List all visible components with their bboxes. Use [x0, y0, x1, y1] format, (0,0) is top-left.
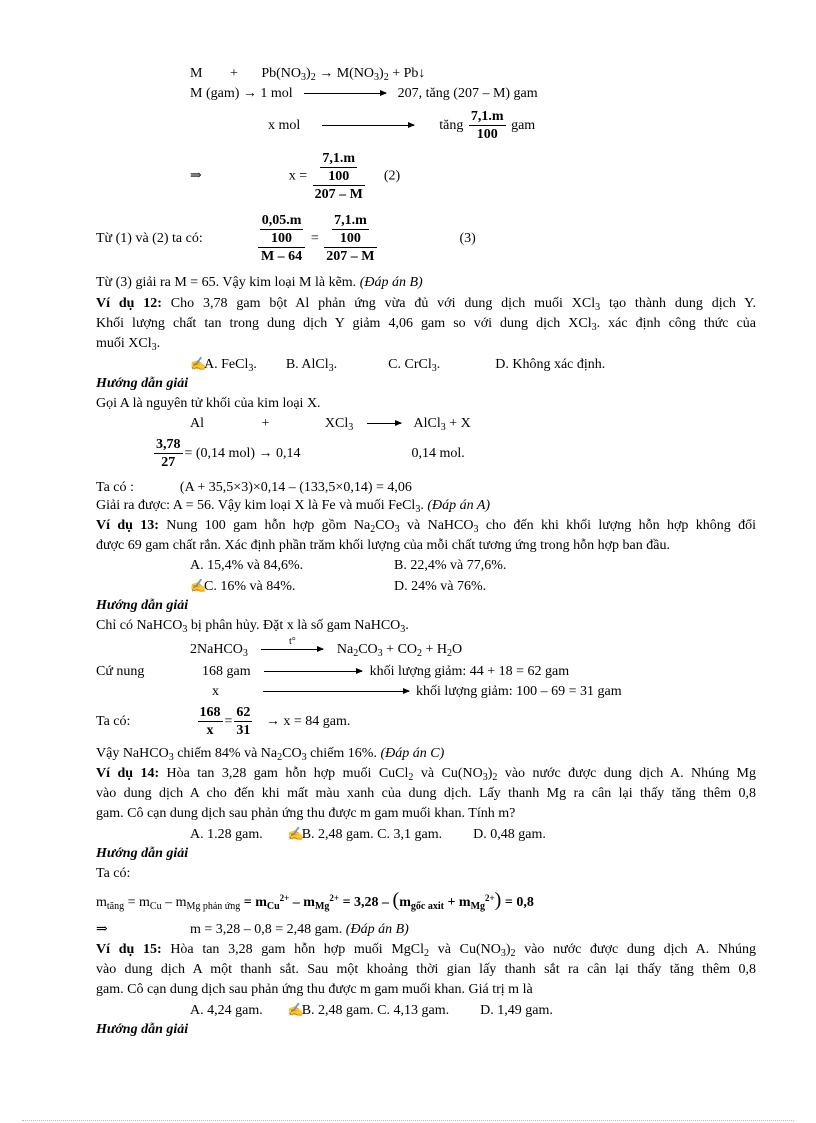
conclusion-line: Giải ra được: A = 56. Vậy kim loại X là Fe và muối FeCl$_3$. (Đáp án A)	[96, 498, 491, 515]
stoich-row-2: x khối lượng giảm: 100 – 69 = 31 gam	[212, 684, 622, 699]
example-15-question: Ví dụ 15: Hòa tan 3,28 gam hỗn hợp muối MgCl$_2$ và $Cu(NO_3)_2$ vào nước được dung dịch A. Nhúng	[96, 942, 757, 959]
fraction: $\frac{62}{31}$	[236, 705, 251, 739]
mole-calc-row: $\frac{3,78}{27}$ = (0,14 mol) → 0,14 0,14 mol.	[156, 437, 465, 471]
option-c: C. 3,1 gam.	[377, 827, 443, 842]
compound-fraction: $\frac{\frac{7,1.m}{100}}{207 - M}$	[326, 213, 375, 265]
guide-heading: Hướng dẫn giải	[96, 598, 189, 613]
fraction: $\frac{7,1.m}{100}$	[470, 109, 504, 143]
pen-icon: ✍	[190, 356, 207, 371]
mole-ratio-row: M (gam) → 1 mol 207, tăng (207 – M) gam	[190, 86, 538, 101]
conclusion-line: ⇒ m = 3,28 – 0,8 = 2,48 gam. (Đáp án B)	[96, 922, 409, 937]
option-c: C. 16% và 84%.	[204, 579, 296, 594]
combined-equation-row: Từ (1) và (2) ta có: $\frac{\frac{0,05.m}{100}}{M - 64}$ = $\frac{\frac{7,1.m}{100}}{207 - M}$ (3)	[96, 213, 476, 265]
fraction: $\frac{168}{x}$	[199, 705, 221, 739]
example-15-options	[190, 1002, 553, 1019]
compound-fraction: $\frac{\frac{0,05.m}{100}}{M - 64}$	[258, 212, 306, 265]
example-14-question-line3: gam. Cô cạn dung dịch sau phản ứng thu được m gam muối khan. Tính m?	[96, 806, 516, 821]
example-13-options-row1	[190, 558, 506, 574]
example-14-question: Ví dụ 14: Hòa tan 3,28 gam hỗn hợp muối CuCl$_2$ và $Cu(NO_3)_2$ vào nước được dung dịch A. Nhúng Mg	[96, 766, 756, 783]
option-a: A. 1.28 gam.	[190, 827, 263, 842]
arrow-icon: →	[258, 446, 273, 461]
decomposition-reaction: 2NaHCO$_3$ t° $Na_2CO_3 + CO_2 + H_2O$	[190, 636, 463, 659]
example-13-question: Ví dụ 13: Nung 100 gam hỗn hợp gồm $Na_2CO_3$ và NaHCO$_3$ cho đến khi khối lượng hỗn hợp không đổi	[96, 518, 756, 535]
reaction-al-xcl3: Al + XCl$_3$ AlCl$_3$ + X	[190, 416, 471, 433]
conclusion-line: Từ (3) giải ra M = 65. Vậy kim loại M là kẽm. (Đáp án B)	[96, 275, 423, 290]
option-b: B. 2,48 gam.	[301, 827, 374, 842]
option-b: B. AlCl$_3$.	[285, 357, 338, 374]
long-arrow-icon	[304, 93, 386, 94]
implies-icon: ⇒	[190, 168, 202, 184]
guide-text: Gọi A là nguyên tử khối của kim loại X.	[96, 396, 321, 411]
heat-arrow-icon: t°	[261, 649, 323, 650]
conclusion-line: Vậy NaHCO$_3$ chiếm 84% và $Na_2CO_3$ chiếm 16%. (Đáp án C)	[96, 746, 445, 763]
arrow-icon: →	[319, 66, 334, 81]
option-c: C. CrCl$_3$.	[388, 357, 441, 374]
precipitate-arrow-icon: ↓	[418, 66, 426, 81]
x-equation-row: ⇒ x = $\frac{\frac{7,1.m}{100}}{207 - M}$ (2)	[190, 151, 401, 202]
arrow-icon: →	[265, 714, 280, 729]
page-bottom-border	[22, 1120, 794, 1121]
arrow-icon: →	[242, 86, 257, 101]
example-15-question-line3: gam. Cô cạn dung dịch sau phản ứng thu được m gam muối khan. Giá trị m là	[96, 982, 533, 997]
example-12-question-line3: muối XCl$_3$.	[96, 336, 161, 353]
fraction: $\frac{3,78}{27}$	[156, 437, 181, 471]
example-13-options-row2	[190, 578, 486, 595]
example-12-question-line2: Khối lượng chất tan trong dung dịch Y giảm 4,06 gam so với dung dịch XCl$_3$. xác định công thức của	[96, 316, 757, 333]
mass-equation-row: Ta có : (A + 35,5×3)×0,14 – (133,5×0,14) = 4,06	[96, 480, 412, 495]
option-b: B. 2,48 gam.	[301, 1003, 374, 1018]
option-c: C. 4,13 gam.	[377, 1003, 450, 1018]
guide-heading: Hướng dẫn giải	[96, 846, 189, 861]
example-14-options	[190, 826, 546, 843]
long-arrow-icon	[322, 125, 414, 126]
long-arrow-icon	[263, 691, 409, 692]
option-a: A. 15,4% và 84,6%.	[190, 558, 304, 573]
option-a: A. 4,24 gam.	[190, 1003, 263, 1018]
example-13-question-line2: được 69 gam chất rắn. Xác định phần trăm khối lượng của mỗi chất tương ứng trong hỗn hợp ban đầu.	[96, 538, 670, 553]
compound-fraction: $\frac{\frac{7,1.m}{100}}{207 - M}$	[314, 151, 363, 202]
example-14-question-line2: vào dung dịch A cho đến khi mất màu xanh của dung dịch. Lấy thanh Mg ra cân lại thấy tăng thêm 0,8	[96, 786, 756, 801]
option-a: A. FeCl$_3$.	[204, 357, 257, 374]
option-d: D. 1,49 gam.	[480, 1003, 553, 1018]
reaction-m-pb: $M + Pb(NO_3)_2 \to M(NO_3)_2$ + Pb↓	[190, 66, 426, 83]
long-arrow-icon	[367, 423, 401, 424]
pen-icon: ✍	[287, 826, 304, 841]
example-12-question: Ví dụ 12: Cho 3,78 gam bột Al phản ứng vừa đủ với dung dịch muối XCl$_3$ tạo thành dung dịch Y.	[96, 296, 756, 313]
mass-balance-equation: $m_{tăng} = m_{Cu} - m_{Mg phản ứng} = m_{Cu}^{2+} - m_{Mg}^{2+} = 3,28 - (m_{gốc axit} + m_{Mg}^{2+}) = 0,8$	[96, 889, 534, 912]
pen-icon: ✍	[287, 1002, 304, 1017]
guide-heading: Hướng dẫn giải	[96, 376, 189, 391]
example-12-options	[190, 356, 605, 373]
x-mol-row: x mol tăng $\frac{7,1.m}{100}$ gam	[268, 109, 536, 143]
pen-icon: ✍	[190, 578, 207, 593]
guide-text: Ta có:	[96, 866, 131, 881]
option-d: D. Không xác định.	[495, 357, 606, 372]
option-b: B. 22,4% và 77,6%.	[394, 558, 507, 573]
guide-text: Chỉ có NaHCO$_3$ bị phân hủy. Đặt x là số gam NaHCO$_3$.	[96, 618, 409, 635]
guide-heading: Hướng dẫn giải	[96, 1022, 189, 1037]
proportion-row: Ta có: $\frac{168}{x}$ = $\frac{62}{31}$ → x = 84 gam.	[96, 705, 351, 739]
implies-icon: ⇒	[96, 922, 108, 937]
option-d: D. 0,48 gam.	[473, 827, 546, 842]
stoich-row-1: Cứ nung 168 gam khối lượng giảm: 44 + 18 = 62 gam	[96, 664, 570, 679]
option-d: D. 24% và 76%.	[394, 579, 487, 594]
example-15-question-line2: vào dung dịch A một thanh sắt. Sau một khoảng thời gian lấy thanh sắt ra cân lại thấy tăng thêm 0,8	[96, 962, 756, 977]
long-arrow-icon	[264, 671, 362, 672]
